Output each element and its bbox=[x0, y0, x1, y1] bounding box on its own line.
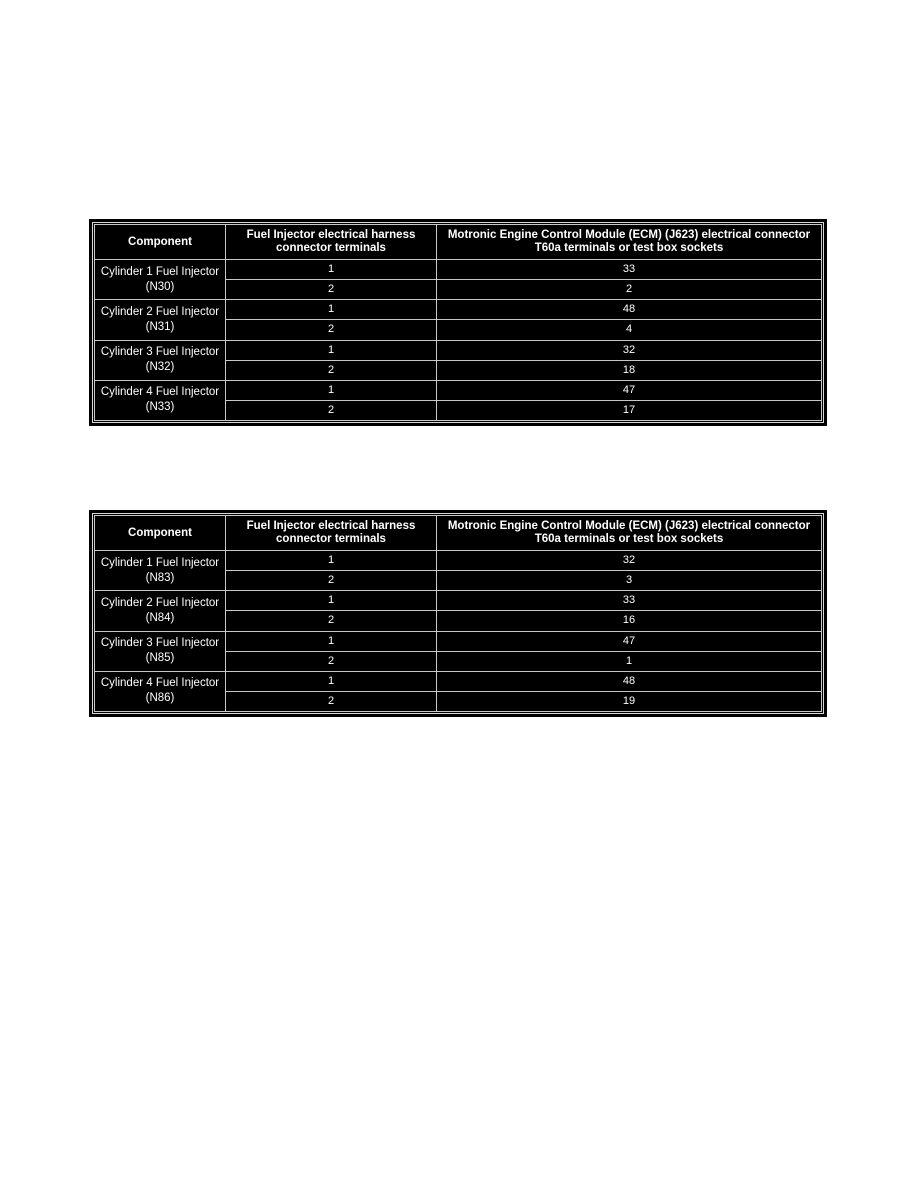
header-harness-terminals: Fuel Injector electrical harness connector terminals bbox=[226, 225, 437, 260]
terminal-cell: 2 bbox=[226, 571, 437, 591]
table-row bbox=[95, 380, 822, 400]
terminal-cell: 2 bbox=[226, 360, 437, 380]
terminal-cell: 2 bbox=[226, 400, 437, 420]
ecm-cell: 3 bbox=[437, 571, 822, 591]
terminal-cell: 1 bbox=[226, 631, 437, 651]
table-row bbox=[95, 260, 822, 280]
component-cell: Cylinder 4 Fuel Injector (N86) bbox=[95, 671, 226, 711]
table-row bbox=[95, 631, 822, 651]
header-harness-terminals: Fuel Injector electrical harness connector terminals bbox=[226, 516, 437, 551]
ecm-cell: 48 bbox=[437, 671, 822, 691]
header-row bbox=[95, 225, 822, 260]
terminal-cell: 1 bbox=[226, 260, 437, 280]
ecm-cell: 2 bbox=[437, 280, 822, 300]
terminal-cell: 1 bbox=[226, 300, 437, 320]
component-cell: Cylinder 3 Fuel Injector (N32) bbox=[95, 340, 226, 380]
injector-table-2 bbox=[89, 510, 827, 717]
component-cell: Cylinder 1 Fuel Injector (N83) bbox=[95, 551, 226, 591]
terminal-cell: 1 bbox=[226, 380, 437, 400]
table-row bbox=[95, 551, 822, 571]
header-row bbox=[95, 516, 822, 551]
ecm-cell: 17 bbox=[437, 400, 822, 420]
component-cell: Cylinder 3 Fuel Injector (N85) bbox=[95, 631, 226, 671]
ecm-cell: 1 bbox=[437, 651, 822, 671]
terminal-cell: 2 bbox=[226, 280, 437, 300]
terminal-cell: 1 bbox=[226, 340, 437, 360]
ecm-cell: 32 bbox=[437, 551, 822, 571]
terminal-cell: 1 bbox=[226, 671, 437, 691]
table-row bbox=[95, 591, 822, 611]
ecm-cell: 19 bbox=[437, 691, 822, 711]
table-row bbox=[95, 340, 822, 360]
component-cell: Cylinder 2 Fuel Injector (N31) bbox=[95, 300, 226, 340]
ecm-cell: 32 bbox=[437, 340, 822, 360]
pinout-table bbox=[94, 224, 822, 421]
component-cell: Cylinder 4 Fuel Injector (N33) bbox=[95, 380, 226, 420]
ecm-cell: 16 bbox=[437, 611, 822, 631]
terminal-cell: 2 bbox=[226, 611, 437, 631]
header-ecm-terminals: Motronic Engine Control Module (ECM) (J623) electrical connector T60a terminals or test box sockets bbox=[437, 225, 822, 260]
table-frame bbox=[92, 513, 824, 714]
header-component: Component bbox=[95, 225, 226, 260]
ecm-cell: 4 bbox=[437, 320, 822, 340]
ecm-cell: 47 bbox=[437, 631, 822, 651]
table-row bbox=[95, 671, 822, 691]
ecm-cell: 47 bbox=[437, 380, 822, 400]
terminal-cell: 2 bbox=[226, 691, 437, 711]
terminal-cell: 2 bbox=[226, 651, 437, 671]
ecm-cell: 18 bbox=[437, 360, 822, 380]
pinout-table bbox=[94, 515, 822, 712]
header-component: Component bbox=[95, 516, 226, 551]
terminal-cell: 2 bbox=[226, 320, 437, 340]
header-ecm-terminals: Motronic Engine Control Module (ECM) (J623) electrical connector T60a terminals or test box sockets bbox=[437, 516, 822, 551]
injector-table-1 bbox=[89, 219, 827, 426]
ecm-cell: 33 bbox=[437, 260, 822, 280]
ecm-cell: 48 bbox=[437, 300, 822, 320]
component-cell: Cylinder 2 Fuel Injector (N84) bbox=[95, 591, 226, 631]
terminal-cell: 1 bbox=[226, 591, 437, 611]
table-row bbox=[95, 300, 822, 320]
ecm-cell: 33 bbox=[437, 591, 822, 611]
terminal-cell: 1 bbox=[226, 551, 437, 571]
table-frame bbox=[92, 222, 824, 423]
component-cell: Cylinder 1 Fuel Injector (N30) bbox=[95, 260, 226, 300]
